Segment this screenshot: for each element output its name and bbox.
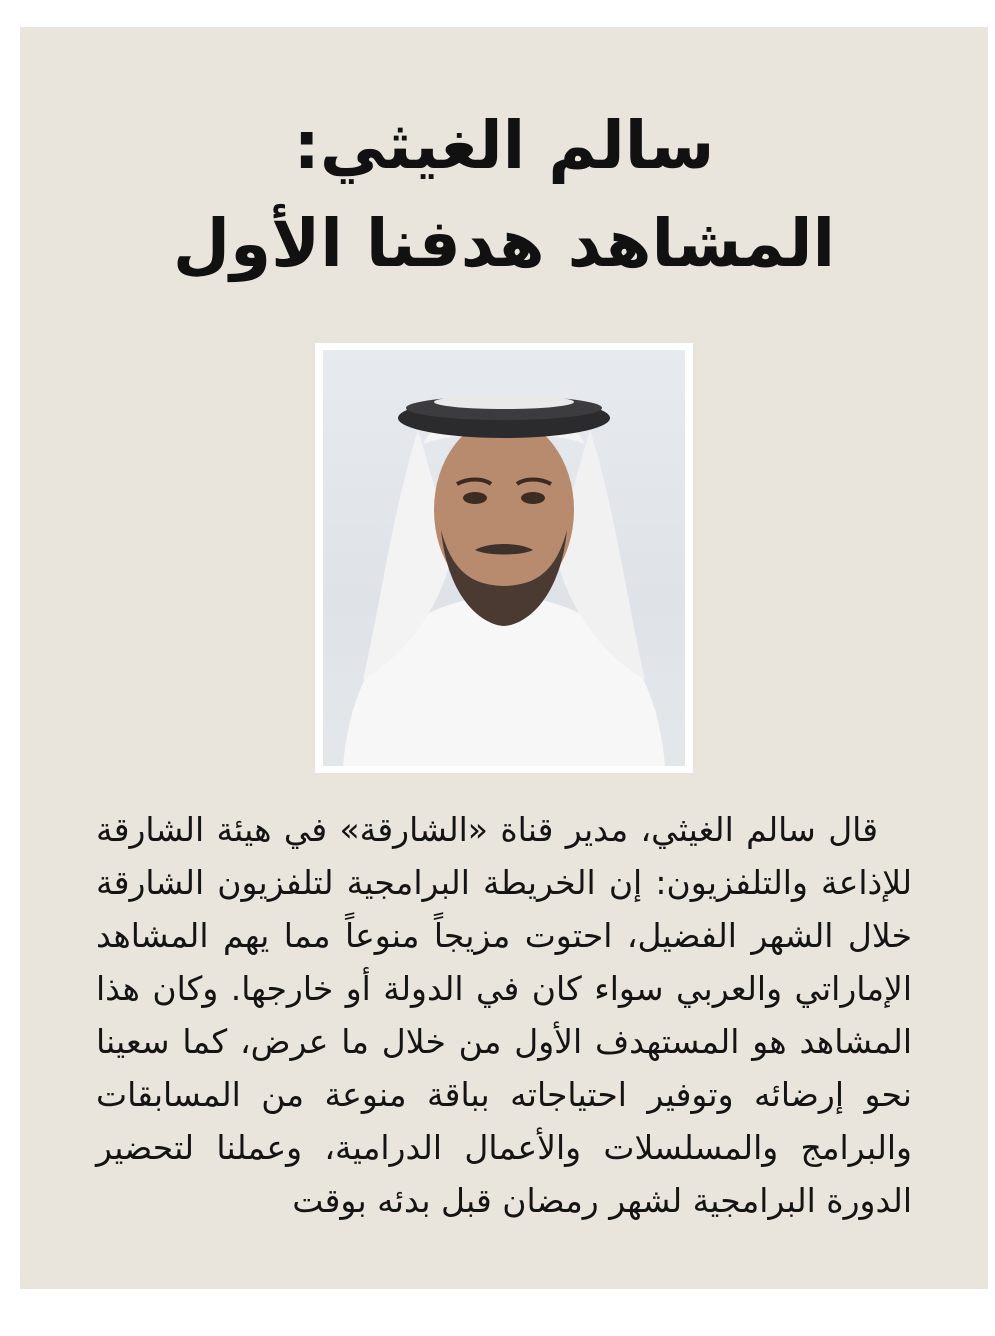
- portrait-photo-icon: [323, 350, 685, 766]
- article-panel: [20, 27, 988, 1289]
- article-body: قال سالم الغيثي، مدير قناة «الشارقة» في هيئة الشارقة للإذاعة والتلفزيون: إن الخريطة البرامجية لتلفزيون الشارقة خلال الشهر الفضيل، احتوت مزيجاً منوعاً مما يهم المشاهد الإماراتي والعربي سواء كان في الدولة أو خارجها. وكان هذا المشاهد هو المستهدف الأول من خلال ما عرض، كما سعينا نحو إرضائه وتوفير احتياجاته بباقة منوعة من المسابقات والبرامج والمسلسلات والأعمال الدرامية، وعملنا لتحضير الدورة البرامجية لشهر رمضان قبل بدئه بوقت: [96, 810, 912, 1220]
- photo-frame: [315, 343, 693, 773]
- headline: [20, 97, 988, 293]
- headline-line-2: المشاهد هدفنا الأول: [172, 205, 836, 282]
- headline-line-1: سالم الغيثي:: [293, 107, 715, 184]
